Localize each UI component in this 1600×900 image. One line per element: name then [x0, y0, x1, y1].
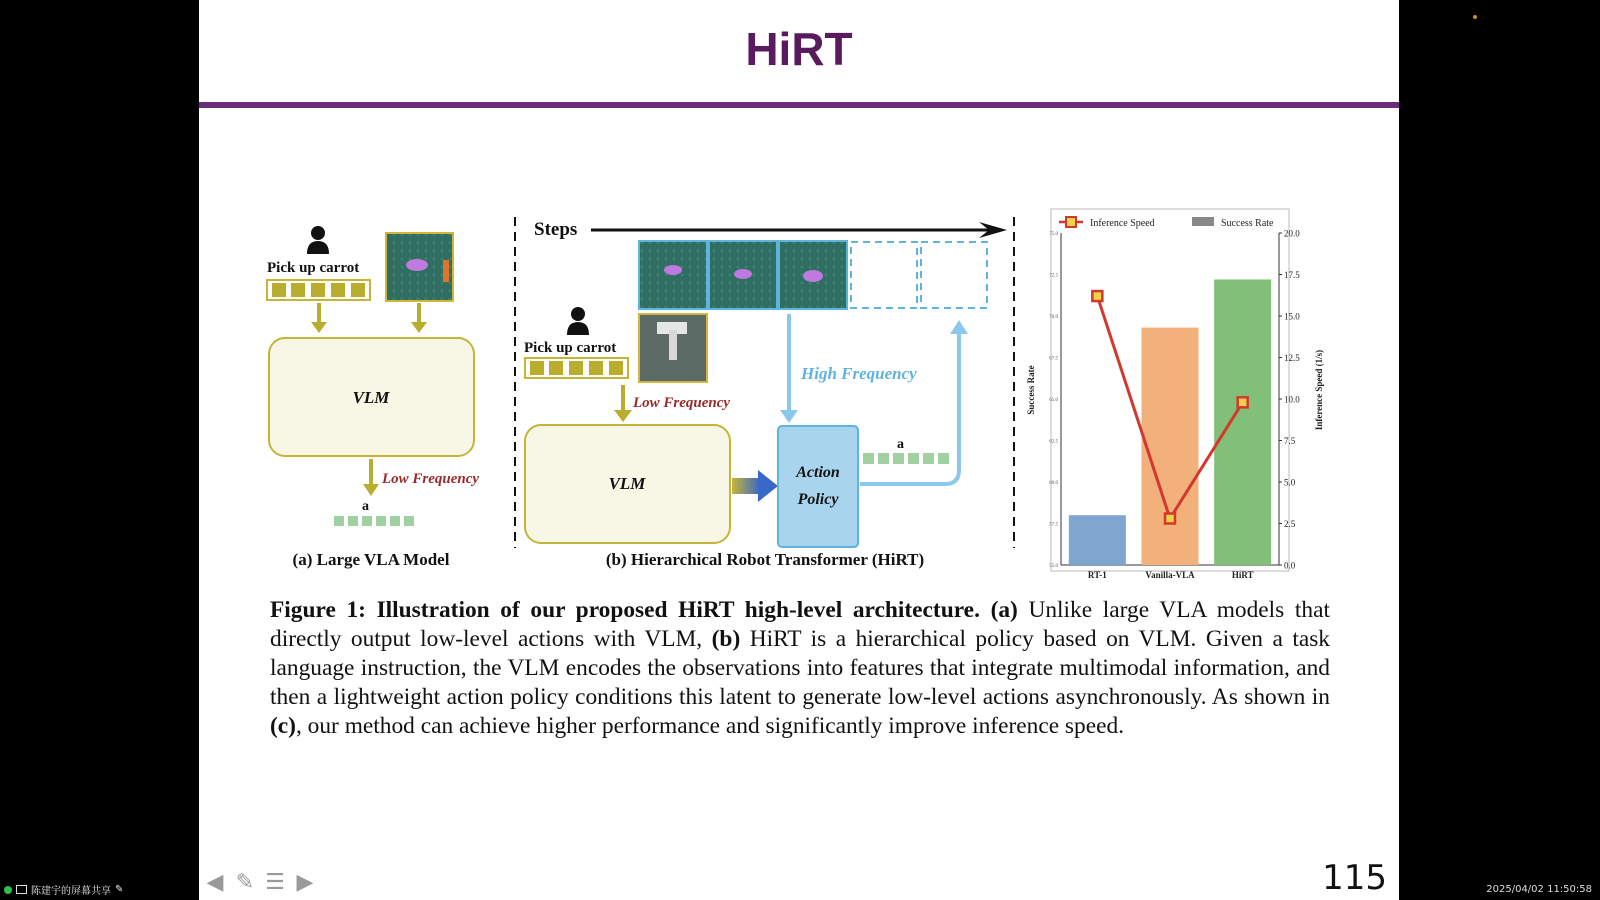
y-tick-label-right: 7.5 — [1284, 436, 1296, 446]
action-tokens — [863, 453, 949, 464]
low-frequency-label: Low Frequency — [633, 395, 731, 411]
vlm-label: VLM — [352, 388, 390, 407]
vlm-label: VLM — [608, 474, 646, 493]
low-frequency-label: Low Frequency — [382, 471, 480, 487]
action-symbol: a⃗ — [362, 499, 380, 514]
y-tick-label-right: 17.5 — [1284, 270, 1300, 280]
y-tick-label-left: 70.0 — [1049, 315, 1058, 320]
inference-speed-marker — [1165, 514, 1175, 524]
caption-marker-b: (b) — [711, 626, 741, 652]
screen-share-indicator[interactable] — [4, 882, 123, 897]
page-number: 115 — [1322, 858, 1387, 898]
status-dot — [1473, 15, 1477, 19]
person-icon — [567, 307, 589, 335]
x-tick-label: Vanilla-VLA — [1145, 570, 1195, 580]
caption-marker-a: (a) — [990, 597, 1018, 623]
caption-text-2: HiRT is a hierarchical policy based on VLM. Given a task language instruction, the VLM encodes the observations into features that integrate multimodal information, and then a lightweight action policy conditions this latent to generate low-level actions asynchronously. As shown in — [270, 626, 1330, 710]
caption-text-3: , our method can achieve higher performance and significantly improve inference speed. — [295, 713, 1125, 739]
y-tick-label-right: 15.0 — [1284, 311, 1300, 322]
token-bar — [267, 280, 370, 300]
y-tick-label-left: 60.0 — [1049, 481, 1058, 486]
steps-arrow — [591, 222, 1007, 238]
down-arrow-tokens — [311, 303, 327, 333]
down-arrow-image — [411, 303, 427, 333]
inference-speed-marker — [1238, 397, 1248, 407]
slide-nav-toolbar — [203, 872, 317, 894]
action-symbol: a⃗ — [897, 437, 915, 452]
datetime: 2025/04/02 11:50:58 — [1486, 884, 1592, 895]
y-tick-label-left: 57.5 — [1049, 522, 1058, 528]
legend-success-swatch — [1192, 217, 1214, 226]
action-tokens — [334, 516, 414, 526]
action-policy-box — [778, 426, 858, 547]
panel-a — [267, 226, 479, 569]
back-arrow-icon[interactable]: ◀ — [206, 870, 224, 895]
x-tick-label: HiRT — [1231, 570, 1254, 580]
pencil-icon[interactable]: ✎ — [115, 884, 124, 895]
bar-vanilla-vla — [1142, 328, 1199, 565]
y-tick-label-left: 62.5 — [1049, 439, 1058, 445]
forward-arrow-icon[interactable]: ▶ — [296, 870, 314, 895]
token-bar — [525, 358, 628, 378]
slide — [199, 0, 1399, 900]
y-axis-label-left: Success Rate — [1026, 365, 1036, 415]
y-axis-label-right: Inference Speed (1/s) — [1314, 349, 1324, 431]
y-tick-label-right: 5.0 — [1284, 477, 1296, 488]
panel-b — [524, 219, 1007, 569]
instruction-text: Pick up carrot — [524, 340, 617, 356]
person-icon — [307, 226, 329, 254]
vlm-to-policy-arrow — [732, 470, 778, 502]
legend-success-text: Success Rate — [1221, 218, 1274, 229]
y-tick-label-left: 55.0 — [1049, 564, 1058, 569]
figure-caption — [270, 596, 1330, 741]
legend-speed-text: Inference Speed — [1090, 218, 1155, 229]
notes-icon[interactable]: ☰ — [265, 870, 285, 895]
y-tick-label-right: 10.0 — [1284, 394, 1300, 405]
figure — [199, 0, 1399, 900]
y-tick-label-left: 67.5 — [1049, 356, 1058, 362]
bar-hirt — [1214, 279, 1271, 565]
inference-speed-marker — [1092, 291, 1102, 301]
down-arrow-vlm — [614, 385, 632, 422]
action-policy-label-1: Action — [796, 464, 840, 481]
y-tick-label-left: 72.5 — [1049, 273, 1058, 279]
share-label: 陈建宇的屏幕共享 — [31, 886, 111, 897]
panel-a-label: (a) Large VLA Model — [292, 550, 450, 569]
observation-frames — [639, 241, 987, 309]
screen-share-icon — [16, 885, 27, 894]
caption-lead: Figure 1: Illustration of our proposed HiRT high-level architecture. — [270, 597, 980, 623]
y-tick-label-right: 2.5 — [1284, 519, 1296, 529]
steps-label: Steps — [534, 219, 578, 240]
instruction-text: Pick up carrot — [267, 260, 360, 276]
action-policy-label-2: Policy — [797, 491, 839, 508]
slide-title: HiRT — [745, 23, 853, 75]
observation-image — [386, 233, 453, 301]
down-arrow-output — [363, 459, 379, 496]
bar-rt-1 — [1069, 515, 1126, 565]
y-tick-label-right: 20.0 — [1284, 228, 1300, 239]
robot-image — [639, 314, 707, 382]
microphone-icon — [4, 886, 12, 894]
panel-b-label: (b) Hierarchical Robot Transformer (HiRT) — [605, 550, 925, 569]
y-tick-label-right: 0.0 — [1284, 560, 1296, 571]
legend-speed-marker — [1066, 217, 1076, 227]
high-frequency-label: High Frequency — [801, 364, 917, 383]
caption-text-1: Unlike large VLA models that directly output low-level actions with VLM, — [270, 597, 1330, 652]
pencil-icon[interactable]: ✎ — [235, 870, 255, 895]
y-tick-label-right: 12.5 — [1284, 353, 1300, 363]
x-tick-label: RT-1 — [1087, 570, 1107, 580]
bar-line-chart — [1026, 209, 1324, 580]
y-tick-label-left: 75.0 — [1049, 232, 1058, 237]
y-tick-label-left: 65.0 — [1049, 398, 1058, 403]
caption-marker-c: (c) — [270, 713, 296, 739]
frames-to-policy-arrow — [780, 314, 798, 423]
